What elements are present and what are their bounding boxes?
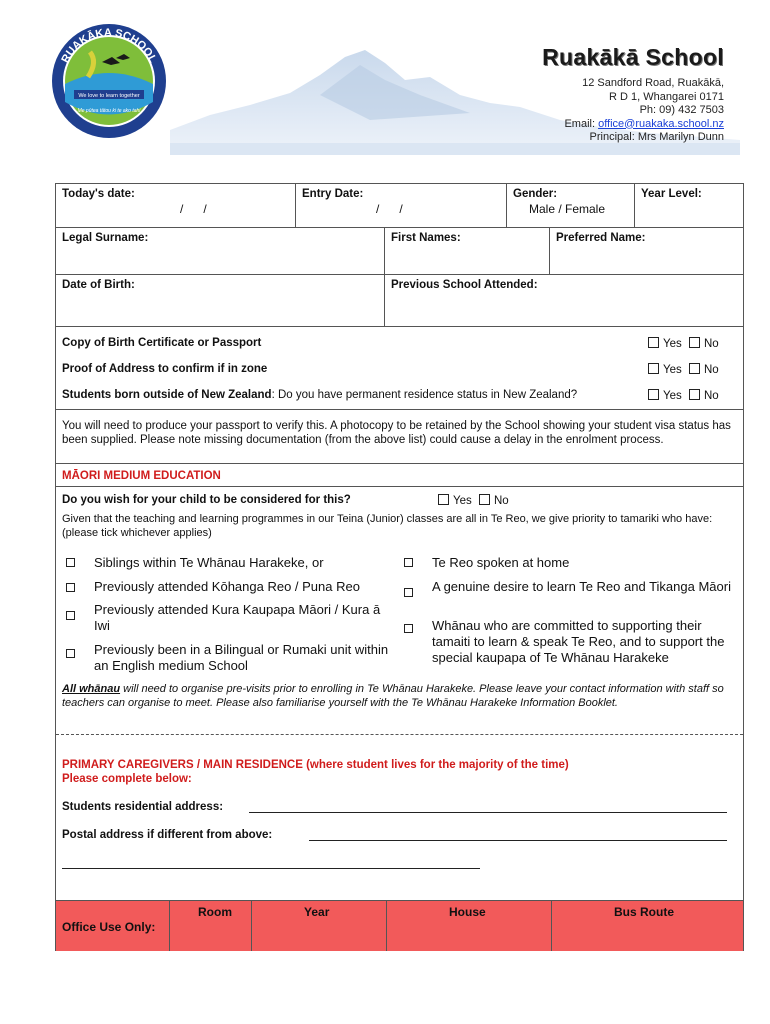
year-level-field[interactable]: Year Level:: [635, 184, 743, 228]
option-siblings: Siblings within Te Whānau Harakeke, or: [94, 555, 324, 570]
caregivers-subheading: Please complete below:: [62, 773, 192, 785]
first-names-field[interactable]: First Names:: [385, 228, 550, 275]
option-whanau-committed: Whānau who are committed to supporting their tamaiti to learn & speak Te Reo, and to support the special kaupapa of Te Whānau Harakeke: [432, 618, 725, 665]
option-checkbox[interactable]: [404, 588, 413, 597]
option-desire-learn: A genuine desire to learn Te Reo and Tikanga Māori: [432, 579, 731, 594]
proof-address-question: Proof of Address to confirm if in zone: [62, 363, 268, 375]
option-checkbox[interactable]: [66, 583, 75, 592]
maori-question: Do you wish for your child to be considered for this?: [62, 494, 351, 506]
house-cell[interactable]: House: [387, 901, 552, 951]
gender-field[interactable]: Gender: Male / Female: [507, 184, 635, 228]
maori-yes-no: Yes No: [438, 494, 509, 507]
birth-cert-question: Copy of Birth Certificate or Passport: [62, 337, 262, 349]
svg-text:Me pūtea tātou ki te ako tahi: Me pūtea tātou ki te ako tahi: [77, 108, 141, 114]
checkbox[interactable]: [479, 494, 490, 505]
option-checkbox[interactable]: [66, 649, 75, 658]
svg-text:RUAKĀKA SCHOOL: RUAKĀKA SCHOOL: [59, 26, 159, 65]
postal-address-input[interactable]: [309, 840, 727, 841]
caregivers-heading: PRIMARY CAREGIVERS / MAIN RESIDENCE (where student lives for the majority of the time): [62, 759, 569, 771]
checkbox[interactable]: [689, 389, 700, 400]
checkbox[interactable]: [689, 363, 700, 374]
date-of-birth-field[interactable]: Date of Birth:: [56, 275, 385, 327]
proof-address-yes-no: Yes No: [648, 363, 719, 376]
email-link[interactable]: office@ruakaka.school.nz: [598, 117, 724, 130]
office-use-label-cell: Office Use Only:: [56, 901, 170, 951]
school-name: Ruakākā School: [542, 44, 724, 70]
postal-address-input-line2[interactable]: [62, 868, 480, 869]
all-whanau-note: All whānau will need to organise pre-visits prior to enrolling in Te Whānau Harakeke. Please leave your contact information with staff so teachers can organise to meet. Please also familiarise yourself with the Te Whānau Harakeke Information Booklet.: [62, 683, 724, 709]
letterhead: [0, 0, 770, 160]
year-cell[interactable]: Year: [252, 901, 387, 951]
maori-medium-heading: MĀORI MEDIUM EDUCATION: [62, 470, 221, 482]
option-checkbox[interactable]: [66, 611, 75, 620]
option-checkbox[interactable]: [66, 558, 75, 567]
option-kura-kaupapa: Previously attended Kura Kaupapa Māori / Kura ā Iwi: [94, 602, 381, 633]
school-address: 12 Sandford Road, Ruakākā, R D 1, Whangarei 0171 Ph: 09) 432 7503 Email: office@ruakaka.school.nz Principal: Mrs Marilyn Dunn: [564, 77, 724, 143]
checkbox[interactable]: [648, 337, 659, 348]
residence-question: Students born outside of New Zealand: Do you have permanent residence status in New Zealand?: [62, 389, 578, 401]
enrolment-form: [55, 183, 744, 951]
previous-school-field[interactable]: Previous School Attended:: [385, 275, 743, 327]
preferred-name-field[interactable]: Preferred Name:: [550, 228, 743, 275]
option-checkbox[interactable]: [404, 558, 413, 567]
option-checkbox[interactable]: [404, 624, 413, 633]
school-logo: [50, 22, 168, 140]
option-te-reo-home: Te Reo spoken at home: [432, 555, 570, 570]
residential-address-label: Students residential address:: [62, 801, 224, 813]
bus-route-cell[interactable]: Bus Route: [614, 905, 674, 919]
residential-address-input[interactable]: [249, 812, 727, 813]
option-kohanga-reo: Previously attended Kōhanga Reo / Puna Reo: [94, 579, 360, 594]
postal-address-label: Postal address if different from above:: [62, 829, 273, 841]
checkbox[interactable]: [648, 363, 659, 374]
office-use-row: [56, 901, 743, 951]
room-cell[interactable]: Room: [170, 901, 252, 951]
checkbox[interactable]: [689, 337, 700, 348]
svg-text:We love to learn together: We love to learn together: [78, 93, 140, 99]
checkbox[interactable]: [648, 389, 659, 400]
entry-date-field[interactable]: Entry Date: / /: [296, 184, 507, 228]
todays-date-field[interactable]: Today's date: / /: [56, 184, 296, 228]
checkbox[interactable]: [438, 494, 449, 505]
residence-yes-no: Yes No: [648, 389, 719, 402]
birth-cert-yes-no: Yes No: [648, 337, 719, 350]
option-bilingual-unit: Previously been in a Bilingual or Rumaki unit within an English medium School: [94, 642, 389, 673]
passport-note: You will need to produce your passport to verify this. A photocopy to be retained by the School showing your student visa status has been supplied. Please note missing documentation (from the above list) could cause a delay in the enrolment process.: [62, 420, 731, 446]
legal-surname-field[interactable]: Legal Surname:: [56, 228, 385, 275]
maori-priority-text: Given that the teaching and learning programmes in our Teina (Junior) classes are all in Te Reo, we give priority to tamariki who have: (please tick whichever applies): [62, 513, 713, 539]
